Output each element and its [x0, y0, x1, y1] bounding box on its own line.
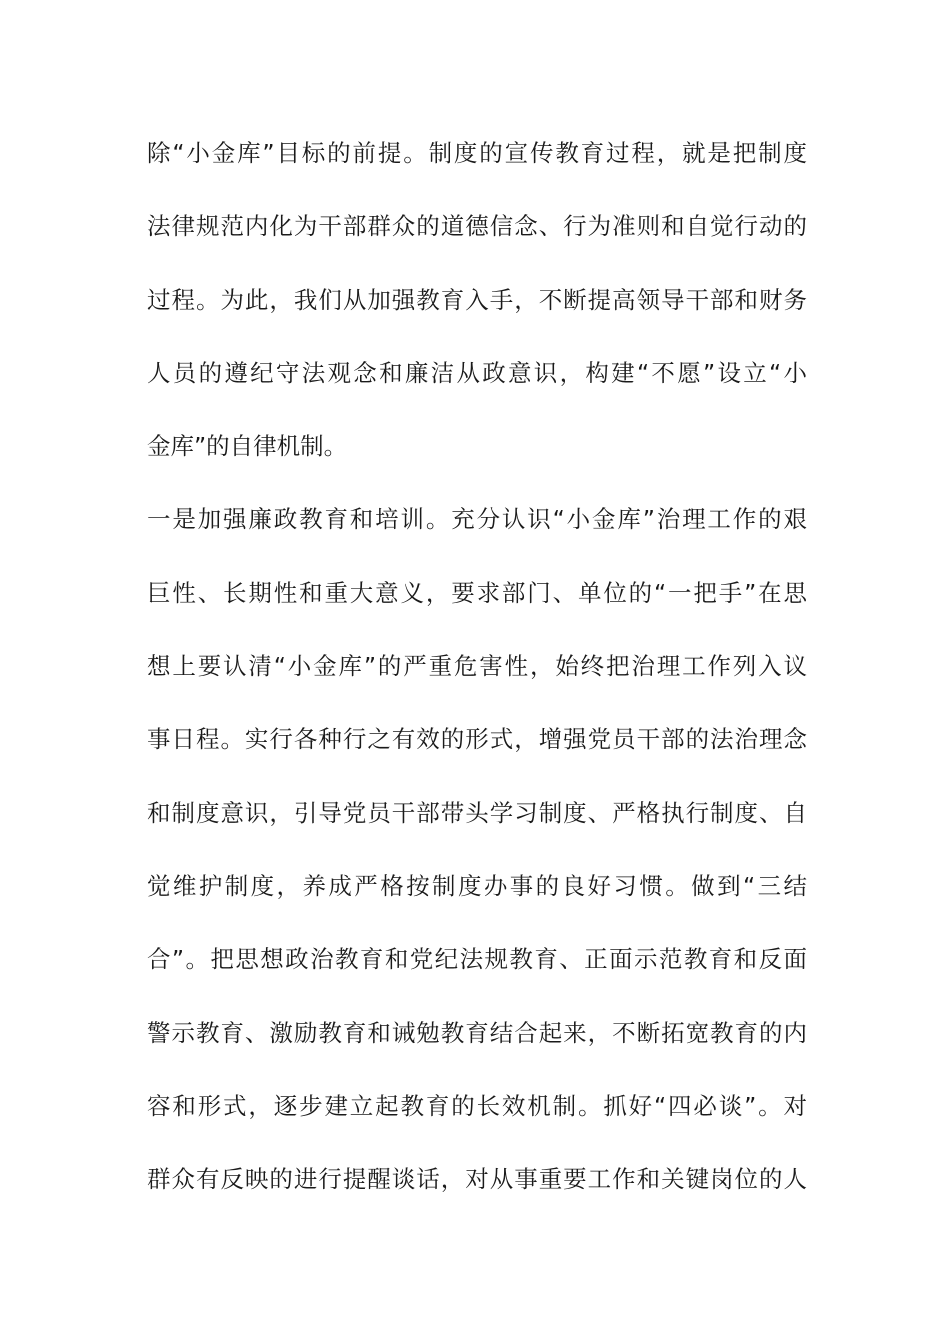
- body-text: [147, 126, 807, 1225]
- text-line: 过程。为此，我们从加强教育入手，不断提高领导干部和财务: [147, 285, 807, 314]
- text-line: 容和形式，逐步建立起教育的长效机制。抓好“四必谈”。对: [147, 1091, 807, 1120]
- text-line: 群众有反映的进行提醒谈话，对从事重要工作和关键岗位的人: [147, 1165, 807, 1194]
- text-line: 人员的遵纪守法观念和廉洁从政意识，构建“不愿”设立“小: [147, 358, 807, 387]
- text-line: 和制度意识，引导党员干部带头学习制度、严格执行制度、自: [147, 798, 807, 827]
- text-line: 警示教育、激励教育和诫勉教育结合起来，不断拓宽教育的内: [147, 1018, 807, 1047]
- text-line: 法律规范内化为干部群众的道德信念、行为准则和自觉行动的: [147, 212, 807, 241]
- text-line: 金库”的自律机制。: [147, 432, 348, 461]
- text-line: 除“小金库”目标的前提。制度的宣传教育过程，就是把制度: [147, 139, 807, 167]
- text-line: 想上要认清“小金库”的严重危害性，始终把治理工作列入议: [147, 652, 807, 681]
- text-line: 一是加强廉政教育和培训。充分认识“小金库”治理工作的艰: [147, 505, 807, 534]
- text-line: 觉维护制度，养成严格按制度办事的良好习惯。做到“三结: [147, 871, 807, 900]
- text-line: 事日程。实行各种行之有效的形式，增强党员干部的法治理念: [147, 725, 807, 754]
- text-line: 合”。把思想政治教育和党纪法规教育、正面示范教育和反面: [147, 945, 807, 974]
- text-line: 巨性、长期性和重大意义，要求部门、单位的“一把手”在思: [147, 578, 807, 607]
